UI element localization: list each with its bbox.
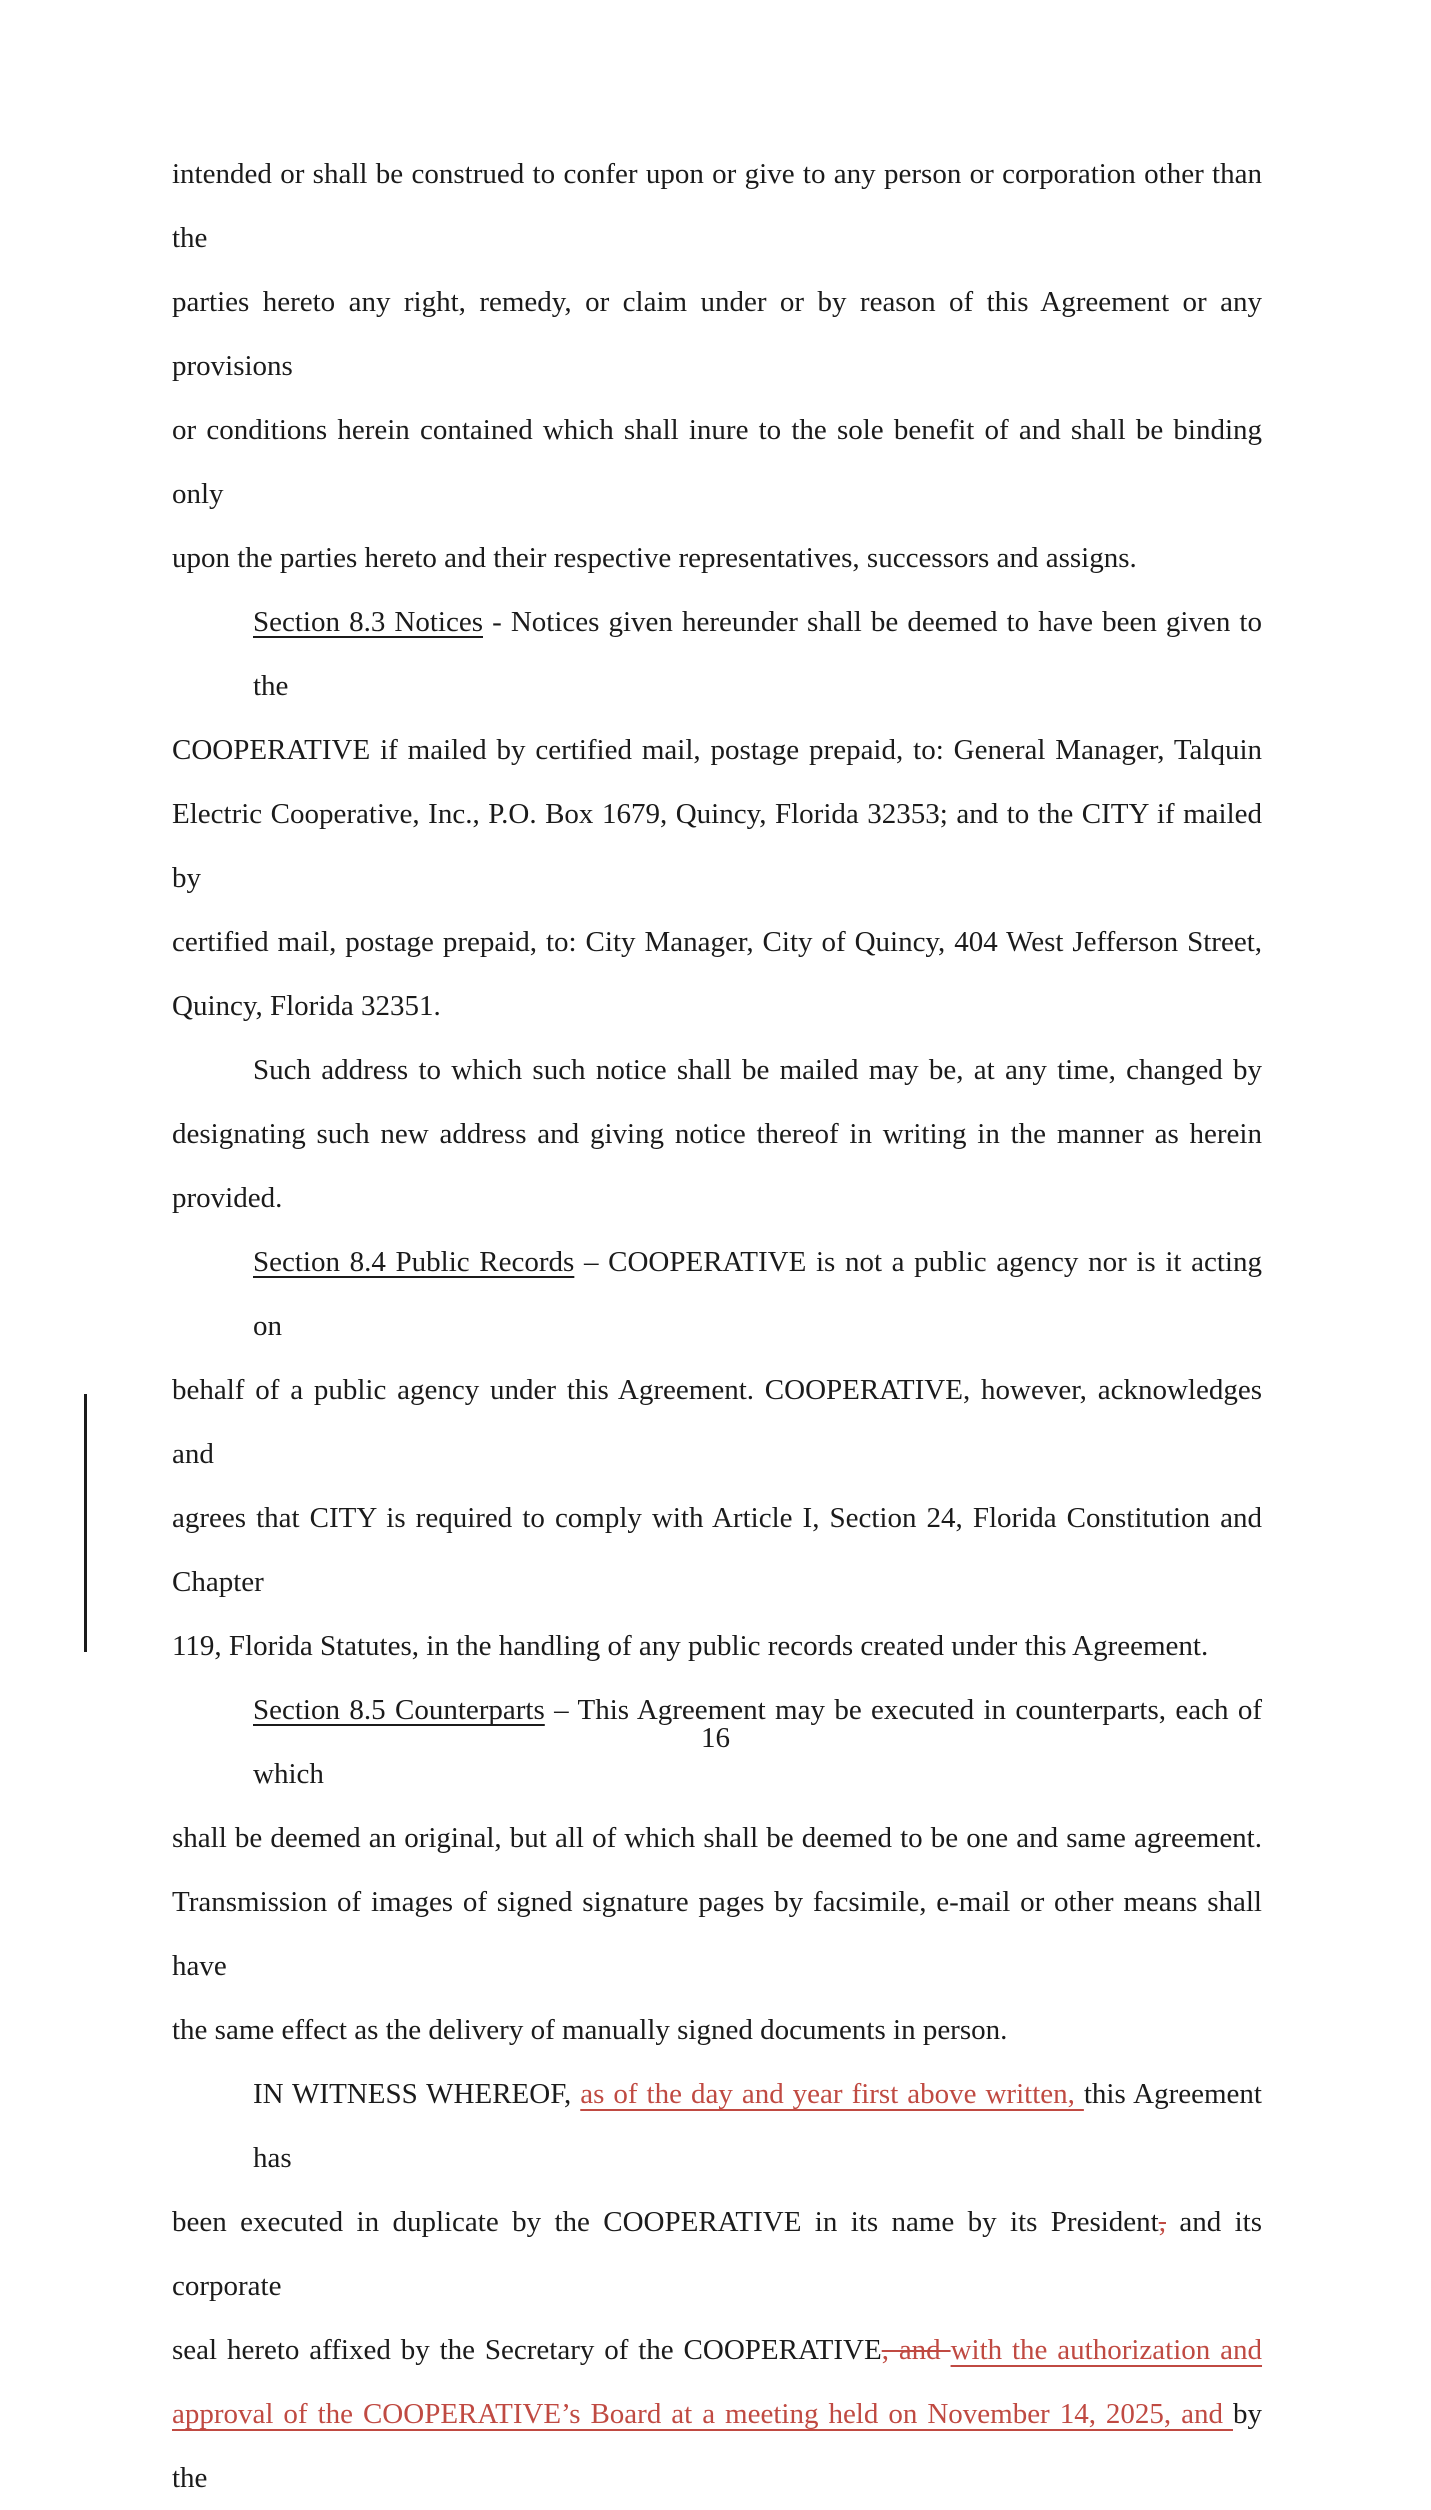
text-line xyxy=(172,1230,1262,1358)
text-line xyxy=(172,910,1262,974)
document-body xyxy=(172,142,1262,2510)
text-run: Quincy, Florida 32351. xyxy=(172,990,441,1022)
text-line xyxy=(172,718,1262,782)
text-run: Such address to which such notice shall be mailed may be, at any time, changed by xyxy=(253,1054,1262,1086)
text-run: Electric Cooperative, Inc., P.O. Box 1679, Quincy, Florida 32353; and to the CITY if mailed by xyxy=(172,798,1262,894)
text-run: and its corporate xyxy=(172,2206,1262,2302)
text-line xyxy=(172,974,1262,1038)
text-run: – This Agreement may be executed in counterparts, each of which xyxy=(253,1694,1262,1790)
text-run: this Agreement has xyxy=(253,2078,1262,2174)
text-run: 119, Florida Statutes, in the handling of any public records created under this Agreement. xyxy=(172,1630,1209,1662)
text-run: parties hereto any right, remedy, or claim under or by reason of this Agreement or any provisions xyxy=(172,286,1262,382)
text-run: COOPERATIVE if mailed by certified mail, postage prepaid, to: General Manager, Talquin xyxy=(172,734,1262,766)
text-line xyxy=(172,782,1262,910)
text-line xyxy=(172,1358,1262,1486)
text-line xyxy=(172,2382,1262,2510)
section-heading-text: Section 8.3 Notices xyxy=(253,606,483,638)
text-run: upon the parties hereto and their respective representatives, successors and assigns. xyxy=(172,542,1137,574)
text-run: designating such new address and giving notice thereof in writing in the manner as herein provided. xyxy=(172,1118,1262,1214)
text-run: by the xyxy=(172,2398,1262,2494)
revision-change-bar xyxy=(84,1394,87,1652)
text-line xyxy=(172,270,1262,398)
text-run: intended or shall be construed to confer upon or give to any person or corporation other than the xyxy=(172,158,1262,254)
inserted-text: with the authorization and xyxy=(950,2334,1263,2366)
text-run: certified mail, postage prepaid, to: City Manager, City of Quincy, 404 West Jefferson Street, xyxy=(172,926,1262,958)
text-line xyxy=(172,2318,1262,2382)
text-line xyxy=(172,142,1262,270)
text-run: the same effect as the delivery of manually signed documents in person. xyxy=(172,2014,1008,2046)
text-line xyxy=(172,2062,1262,2190)
text-line xyxy=(172,1038,1262,1102)
inserted-text: as of the day and year first above written, xyxy=(580,2078,1084,2110)
text-run: IN WITNESS WHEREOF, xyxy=(253,2078,581,2110)
text-line xyxy=(172,398,1262,526)
text-run: behalf of a public agency under this Agreement. COOPERATIVE, however, acknowledges and xyxy=(172,1374,1262,1470)
page-number: 16 xyxy=(701,1722,730,1754)
text-run: - Notices given hereunder shall be deemed to have been given to the xyxy=(253,606,1262,702)
text-line xyxy=(172,1486,1262,1614)
text-line xyxy=(172,1806,1262,1870)
deleted-text: , xyxy=(1158,2206,1166,2238)
text-run: been executed in duplicate by the COOPERATIVE in its name by its President xyxy=(172,2206,1159,2238)
section-heading-text: Section 8.4 Public Records xyxy=(253,1246,575,1278)
deleted-text: , and xyxy=(881,2334,951,2366)
text-line xyxy=(172,1998,1262,2062)
text-line xyxy=(172,526,1262,590)
text-line xyxy=(172,1870,1262,1998)
text-run: agrees that CITY is required to comply with Article I, Section 24, Florida Constitution and Chapter xyxy=(172,1502,1262,1598)
text-line xyxy=(172,590,1262,718)
inserted-text: approval of the COOPERATIVE’s Board at a meeting held on November 14, 2025, and xyxy=(172,2398,1233,2430)
text-run: Transmission of images of signed signature pages by facsimile, e-mail or other means shall have xyxy=(172,1886,1262,1982)
text-run: shall be deemed an original, but all of which shall be deemed to be one and same agreement. xyxy=(172,1822,1262,1854)
text-run: seal hereto affixed by the Secretary of the COOPERATIVE xyxy=(172,2334,882,2366)
text-run: or conditions herein contained which shall inure to the sole benefit of and shall be binding only xyxy=(172,414,1262,510)
text-line xyxy=(172,1102,1262,1230)
text-line xyxy=(172,1614,1262,1678)
text-run: – COOPERATIVE is not a public agency nor is it acting on xyxy=(253,1246,1262,1342)
text-line xyxy=(172,2190,1262,2318)
section-heading-text: Section 8.5 Counterparts xyxy=(253,1694,545,1726)
